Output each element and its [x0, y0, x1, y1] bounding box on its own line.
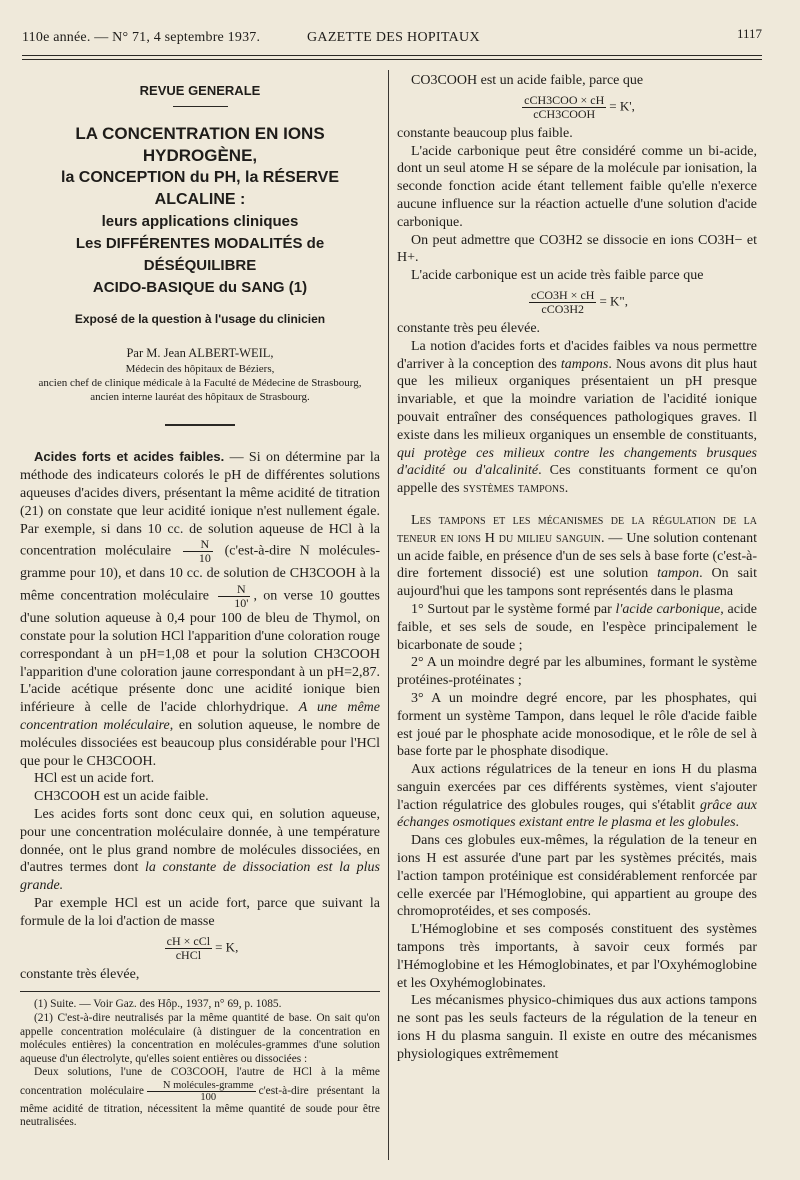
equation-k1: $\frac{\text{cCH3COO × cH}}{\text{cCH3COOH}}$ = K', — [524, 92, 635, 121]
footnote-21b: Deux solutions, l'une de CO3COOH, l'autre de HCl à la même concentration moléculaire $\frac{\text{N molécules-gramme}}{100}$ c'est-à-dire présentant la même acidité de titration, nécessitent la même quantité de soude pour être neutralisées. — [20, 1066, 380, 1129]
footnote-rule — [20, 991, 380, 992]
title-line-4: Les DIFFÉRENTES MODALITÉS de DÉSÉQUILIBRE — [75, 234, 325, 274]
r-paragraph-13: Dans ces globules eux-mêmes, la régulation de la teneur en ions H est assurée d'une part par les systèmes précités, mais l'action tampon protéinique est considérablement renforcée par celle exercée par l'Hémoglobine, qui appartient au groupe des chromoprotéides, et ses composés. — [397, 833, 757, 920]
page-number: 1117 — [736, 26, 762, 41]
note-fraction: $\frac{\text{N molécules-gramme}}{100}$ — [147, 1080, 256, 1103]
running-header — [22, 26, 762, 54]
r-paragraph-8: Les tampons et les mécanismes de la régulation de la teneur en ions H du milieu sanguin. — Une solution contenant un acide faible, en présence d'un de ses sels à base forte (c'est-à-dire fortement dissocié) est une solution tampon. On sait aujourd'hui que les tampons sont représentés dans le plasma — [397, 512, 757, 600]
fraction-n-10b: $\frac{N}{10'}$ — [218, 583, 250, 610]
equation-k2: $\frac{\text{cCO3H × cH}}{\text{cCO3H2}}$ = K", — [531, 287, 628, 316]
title-rule — [165, 424, 235, 426]
article-kicker: REVUE GENERALE — [139, 83, 261, 98]
line-acetic-faible: CH3COOH est un acide faible. — [34, 789, 209, 805]
r-paragraph-15: Les mécanismes physico-chimiques dus aux actions tampons ne sont pas les seuls facteurs de la régulation de la teneur en ions H du plasma sanguin. Il existe en outre des mécanismes physiologiques extrêmement — [397, 993, 757, 1062]
section-2-title: Les tampons et les mécanismes de la régulation de la teneur en ions H du milieu sanguin. — [397, 512, 757, 546]
footnote-21: (21) C'est-à-dire neutralisés par la même quantité de base. On sait qu'on appelle concentration moléculaire (à distinguer de la concentration en molécules entières) la concentration en molécules-grammes d'une solution aqueuse d'un électrolyte, qu'elles soient entières ou dissociées : — [20, 1011, 380, 1065]
paragraph-4: constante très élevée, — [20, 966, 140, 982]
affiliation-3: ancien interne lauréat des hôpitaux de Strasbourg. — [90, 391, 310, 404]
r-paragraph-9: 1° Surtout par le système formé par l'acide carbonique, acide faible, et ses sels de soude, en l'espèce principalement le bicarbonate de soude ; — [397, 601, 758, 653]
right-column — [397, 72, 757, 1064]
r-paragraph-3: L'acide carbonique peut être considéré comme un bi-acide, dont un seul atome H se sépare de la molécule par ionisation, la seconde fonction acide étant tellement faible qu'elle n'exerce aucune influence sur la réaction actuelle d'une solution d'acide carbonique. — [397, 143, 757, 230]
subtitle: Exposé de la question à l'usage du clinicien — [74, 311, 326, 326]
footnote-1: (1) Suite. — Voir Gaz. des Hôp., 1937, n° 69, p. 1085. — [34, 998, 282, 1011]
r-paragraph-5: L'acide carbonique est un acide très faible parce que — [411, 268, 704, 284]
r-paragraph-11: 3° A un moindre degré encore, par les phosphates, qui forment un système Tampon, dans lequel le rôle d'acide faible est joué par le phosphate acide monosodique, et le rôle de sel à base forte par le phosphate disodique. — [397, 690, 757, 760]
paragraph-2: Les acides forts sont donc ceux qui, en solution aqueuse, pour une concentration moléculaire donnée, à une température donnée, ont le plus grand nombre de molécules dissociées, en d'autres termes dont la constante de dissociation est la plus grande. — [20, 806, 380, 894]
affiliation-1: Médecin des hôpitaux de Béziers, — [125, 363, 275, 376]
issue-info: 110e année. — N° 71, 4 septembre 1937. — [22, 30, 261, 45]
section-title: Acides forts et acides faibles. — [34, 449, 225, 465]
line-hcl-fort: HCl est un acide fort. — [34, 771, 155, 787]
equation-k: $\frac{\text{cH × cCl}}{\text{cHCl}}$ = K, — [166, 933, 239, 962]
kicker-rule — [173, 106, 228, 107]
r-paragraph-7: La notion d'acides forts et d'acides faibles va nous permettre d'arriver à la conception des tampons. Nous avons dit plus haut que les milieux organiques présentaient un pH presque invariable, et que la moindre variation de l'acidité ionique pouvait entraîner des conséquences pathologiques graves. Il existe dans les milieux organiques un ensemble de constituants, qui protège ces milieux contre les changements brusques d'acidité ou d'alcalinité. Ces constituants forment ce qu'on appelle des systèmes tampons. — [397, 338, 757, 497]
affiliation-2: ancien chef de clinique médicale à la Faculté de Médecine de Strasbourg, — [38, 377, 362, 390]
title-line-2: la CONCEPTION du PH, la RÉSERVE ALCALINE : — [61, 168, 339, 208]
paragraph-3: Par exemple HCl est un acide fort, parce que suivant la formule de la loi d'action de masse — [20, 895, 380, 929]
r-paragraph-10: 2° A un moindre degré par les albumines, formant le système protéines-protéinates ; — [397, 655, 757, 689]
author: Par M. Jean ALBERT-WEIL, — [126, 345, 274, 360]
fraction-n-10: $\frac{N}{10}$ — [183, 538, 213, 565]
title-line-3: leurs applications cliniques — [101, 212, 299, 230]
title-line-1: LA CONCENTRATION EN IONS HYDROGÈNE, — [75, 123, 325, 165]
r-paragraph-6: constante très peu élevée. — [397, 320, 541, 336]
r-paragraph-4: On peut admettre que CO3H2 se dissocie en ions CO3H− et H+. — [397, 232, 757, 266]
title-line-5: ACIDO-BASIQUE du SANG (1) — [92, 278, 308, 296]
footnotes — [20, 998, 380, 1130]
journal-name: GAZETTE DES HOPITAUX — [307, 30, 480, 45]
column-separator — [388, 70, 389, 1160]
header-rule — [22, 55, 762, 56]
r-paragraph-14: L'Hémoglobine et ses composés constituent des systèmes tampons très importants, à savoir ceux formés par l'Hémoglobine et les Hémoglobinates, et par l'Oxyhémoglobine et les Oxyhémoglobinates. — [397, 922, 757, 991]
r-paragraph-12: Aux actions régulatrices de la teneur en ions H du plasma sanguin exercées par ces différents systèmes, vient s'ajouter l'action régulatrice des globules rouges, qui s'établit grâce aux échanges osmotiques existant entre le plasma et les globules. — [397, 762, 757, 831]
r-paragraph-1: CO3COOH est un acide faible, parce que — [411, 73, 644, 88]
header-rule-2 — [22, 59, 762, 60]
r-paragraph-2: constante beaucoup plus faible. — [397, 125, 573, 141]
paragraph-1: Acides forts et acides faibles. — Si on détermine par la méthode des indicateurs colorés le pH de différentes solutions aqueuses d'acides divers, présentant la même acidité de titration (21) on constate que leur acidité ionique n'est nullement égale. Par exemple, si dans 10 cc. de solution aqueuse de HCl à la concentration moléculaire $\frac{N}{10}$ (c'est-à-dire N molécules-gramme pour 10), et dans 10 cc. de solution de CH3COOH à la même concentration moléculaire $\frac{N}{10'}$ , on verse 10 gouttes d'une solution aqueuse à 0,4 pour 100 de bleu de Thymol, on constate pour la solution HCl l'apparition d'une coloration rouge correspondant à un pH=1,08 et pour la solution CH3COOH l'apparition d'une coloration jaune correspondant à un pH=2,87. L'acide acétique présente donc une acidité ionique bien inférieure à celle de l'acide chlorhydrique. A une même concentration moléculaire, en solution aqueuse, le nombre de molécules dissociées est beaucoup plus considérable pour l'HCl que pour le CH3COOH. — [20, 449, 380, 769]
left-column — [20, 72, 380, 1130]
